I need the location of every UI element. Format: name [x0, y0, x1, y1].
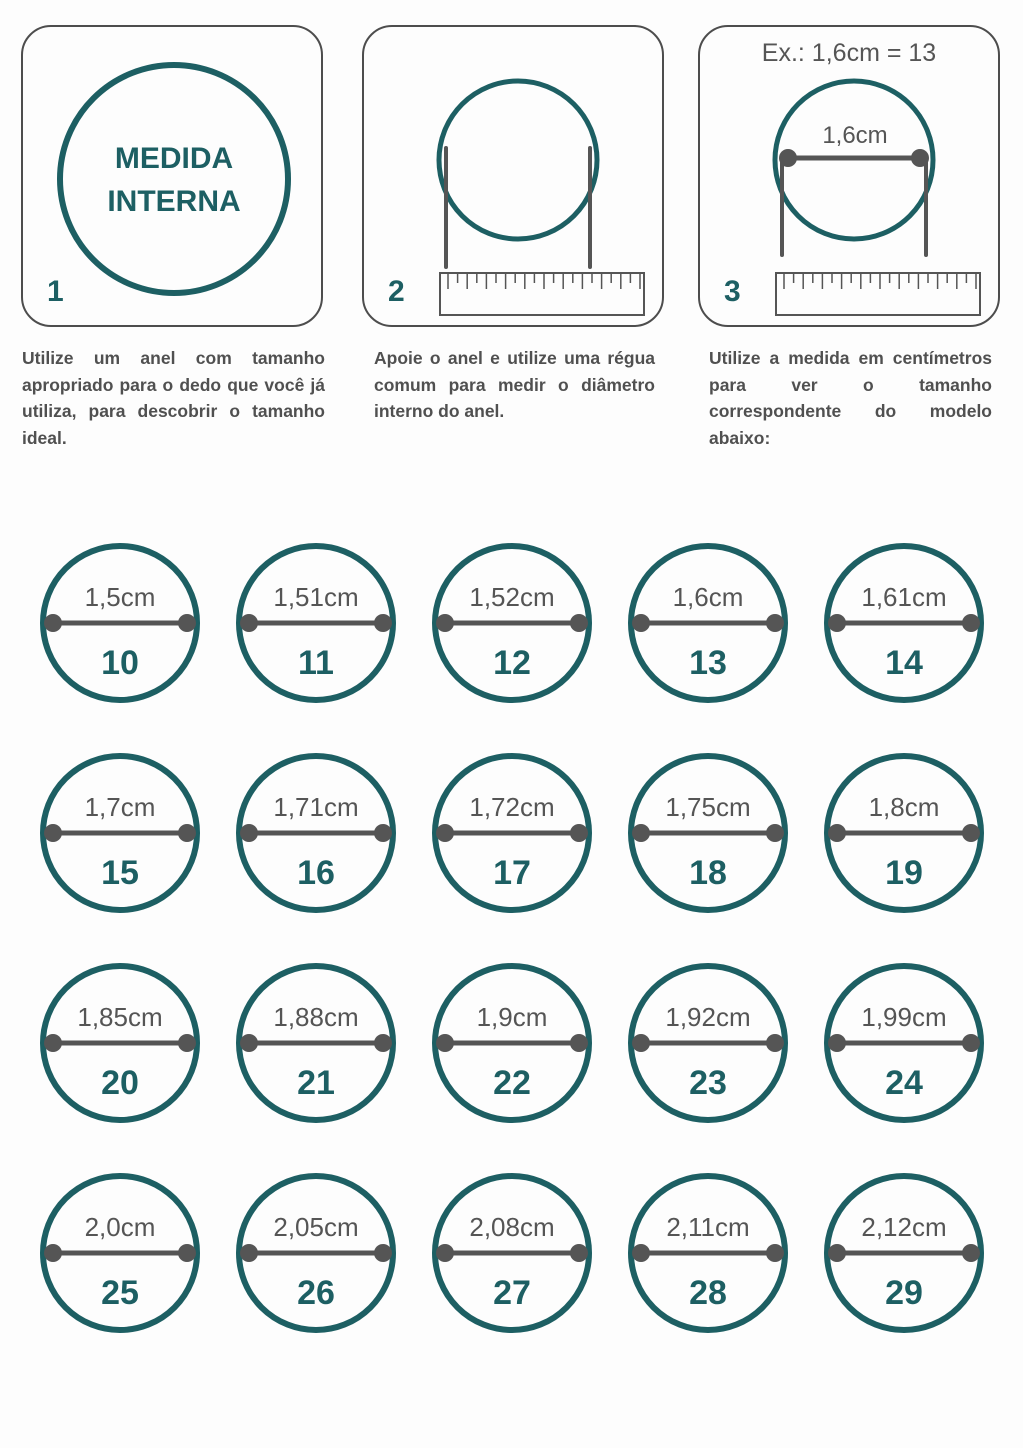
- ring-diameter-label: 2,08cm: [469, 1212, 555, 1242]
- ring-ruler-illustration: [364, 27, 666, 329]
- ring-diameter-label: 1,92cm: [665, 1002, 751, 1032]
- step-number: 3: [724, 275, 741, 308]
- ring-diameter-label: 2,12cm: [861, 1212, 947, 1242]
- size-ring: [823, 752, 985, 914]
- size-ring: [235, 1172, 397, 1334]
- ring-diameter-label: 1,6cm: [672, 582, 744, 612]
- ring-size-number: 27: [493, 1274, 531, 1312]
- label-line-1: MEDIDA: [114, 142, 234, 175]
- step-3-description: Utilize a medida em centímetros para ver o tamanho correspondente do modelo abaixo:: [709, 348, 992, 448]
- size-ring: [235, 752, 397, 914]
- step-2-panel: [362, 25, 664, 327]
- ring-diameter-label: 1,5cm: [84, 582, 156, 612]
- size-ring: [823, 962, 985, 1124]
- ring-size-number: 14: [885, 644, 923, 682]
- diameter-line-icon: [779, 149, 929, 167]
- ring-size-number: 12: [493, 644, 531, 682]
- ring-diameter-label: 1,9cm: [476, 1002, 548, 1032]
- ring-size-number: 18: [689, 854, 727, 892]
- ring-icon: [439, 81, 597, 239]
- ring-ruler-illustration: [700, 27, 1002, 329]
- measuring-needle-icon: [446, 148, 590, 267]
- label-line-2: INTERNA: [107, 185, 241, 218]
- step-1-panel: [21, 25, 323, 327]
- ring-diameter-label: 1,99cm: [861, 1002, 947, 1032]
- size-ring: [235, 962, 397, 1124]
- inner-measure-label: [63, 137, 285, 223]
- size-ring: [823, 542, 985, 704]
- ring-size-number: 17: [493, 854, 531, 892]
- ring-size-number: 20: [101, 1064, 139, 1102]
- size-ring: [627, 962, 789, 1124]
- ring-size-number: 11: [298, 644, 334, 682]
- size-ring: [431, 962, 593, 1124]
- ring-size-number: 16: [297, 854, 335, 892]
- ring-diameter-label: 1,61cm: [861, 582, 947, 612]
- ring-diameter-label: 1,51cm: [273, 582, 359, 612]
- ring-diameter-label: 2,11cm: [666, 1212, 750, 1242]
- step-number: 2: [388, 275, 405, 308]
- ring-diameter-label: 1,72cm: [469, 792, 555, 822]
- ring-diameter-label: 2,05cm: [273, 1212, 359, 1242]
- step-1-description: Utilize um anel com tamanho apropriado para o dedo que você já utiliza, para descobrir o tamanho ideal.: [22, 348, 325, 448]
- ring-size-number: 21: [297, 1064, 335, 1102]
- size-ring: [823, 1172, 985, 1334]
- size-ring: [431, 752, 593, 914]
- ring-diameter-label: 2,0cm: [84, 1212, 156, 1242]
- size-ring: [431, 1172, 593, 1334]
- ring-size-number: 10: [101, 644, 139, 682]
- size-ring: [627, 1172, 789, 1334]
- ring-size-number: 24: [885, 1064, 923, 1102]
- step-number: 1: [47, 275, 64, 308]
- step-3-panel: [698, 25, 1000, 327]
- size-ring: [627, 752, 789, 914]
- ring-size-number: 23: [689, 1064, 727, 1102]
- ring-size-number: 15: [101, 854, 139, 892]
- ring-diameter-label: 1,8cm: [868, 792, 940, 822]
- step-2-description: Apoie o anel e utilize uma régua comum para medir o diâmetro interno do anel.: [374, 348, 655, 421]
- size-ring: [39, 962, 201, 1124]
- ring-diameter-label: 1,85cm: [77, 1002, 163, 1032]
- ring-diameter-label: 1,7cm: [84, 792, 156, 822]
- ring-diameter-label: 1,52cm: [469, 582, 555, 612]
- ring-diameter-label: 1,75cm: [665, 792, 751, 822]
- ring-size-number: 28: [689, 1274, 727, 1312]
- ring-size-number: 26: [297, 1274, 335, 1312]
- size-ring: [39, 542, 201, 704]
- size-ring: [39, 752, 201, 914]
- ruler-icon: [440, 273, 644, 315]
- ring-diameter-label: 1,71cm: [273, 792, 359, 822]
- size-ring: [431, 542, 593, 704]
- ring-size-number: 22: [493, 1064, 531, 1102]
- example-text: Ex.: 1,6cm = 13: [761, 39, 937, 67]
- size-ring: [235, 542, 397, 704]
- ring-diameter-label: 1,88cm: [273, 1002, 359, 1032]
- example-measure: 1,6cm: [822, 122, 888, 149]
- ruler-icon: [776, 273, 980, 315]
- size-ring: [39, 1172, 201, 1334]
- size-ring: [627, 542, 789, 704]
- ring-size-number: 25: [101, 1274, 139, 1312]
- ring-size-number: 29: [885, 1274, 923, 1312]
- ring-size-number: 19: [885, 854, 923, 892]
- ring-size-number: 13: [689, 644, 727, 682]
